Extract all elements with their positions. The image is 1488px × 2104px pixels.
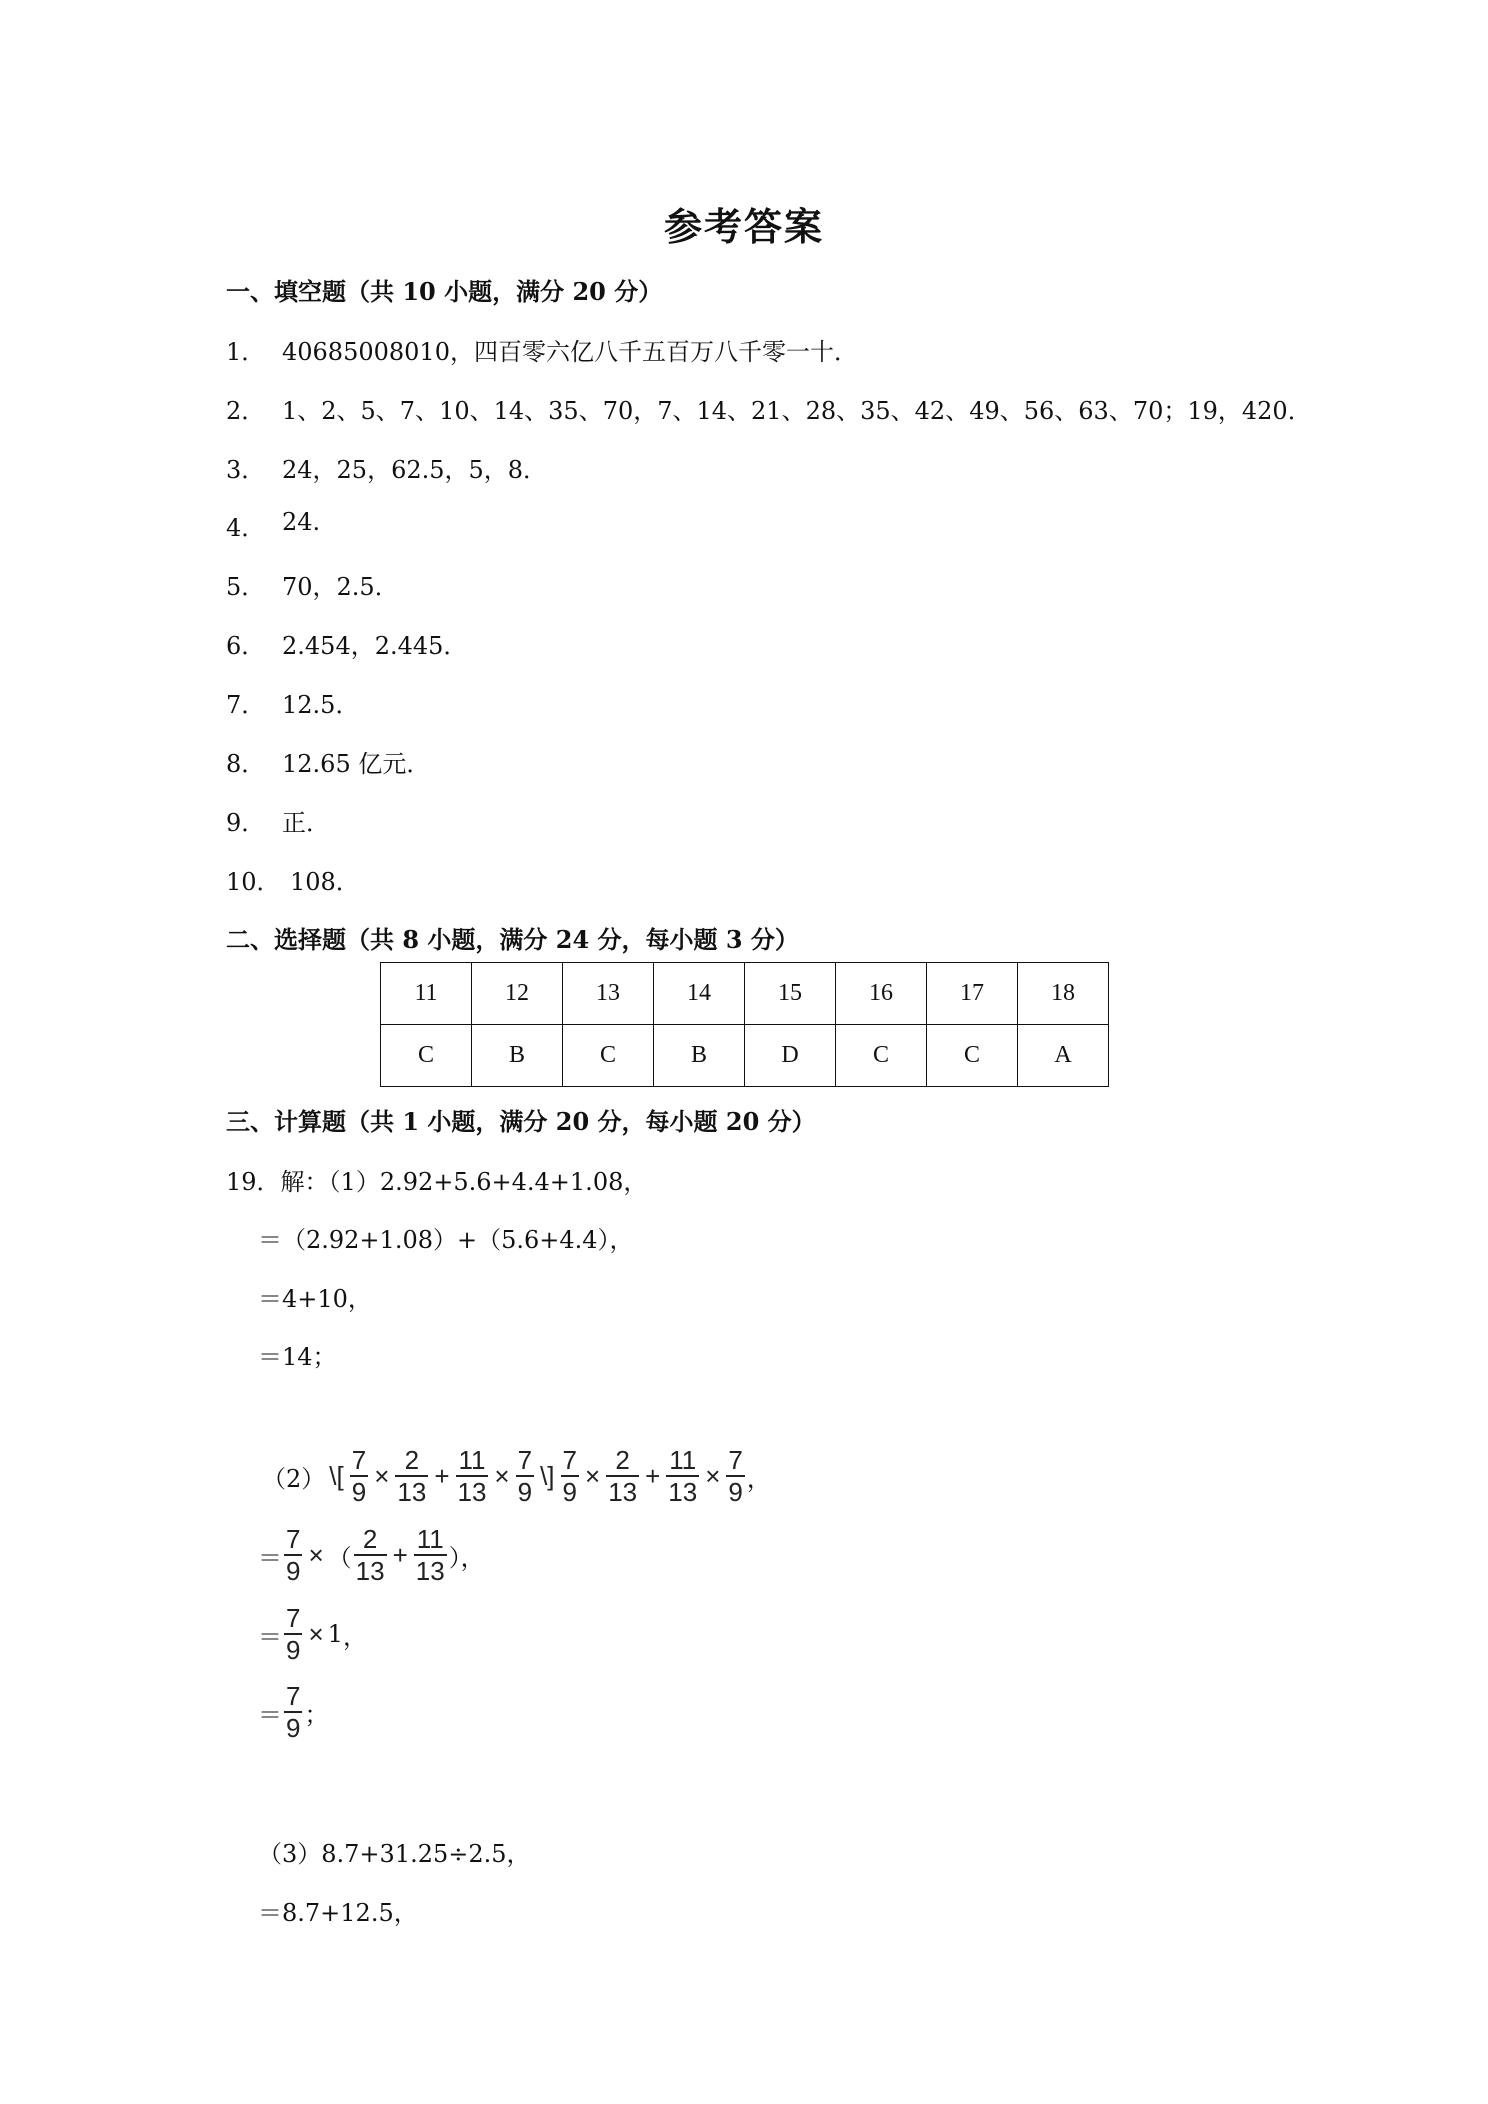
item-number: 3． — [226, 456, 266, 484]
table-cell-answer: C — [381, 1025, 472, 1087]
numerator: 7 — [286, 1603, 301, 1633]
denominator: 9 — [728, 1477, 743, 1507]
solution-line — [226, 1162, 647, 1197]
solution-line: （3）8.7+31.25÷2.5， — [258, 1840, 531, 1868]
table-cell-answer: B — [654, 1025, 745, 1087]
item-number: 8． — [226, 750, 266, 778]
solution-line: ＝14； — [258, 1343, 337, 1371]
table-cell-question: 12 — [472, 963, 563, 1025]
numerator: 2 — [606, 1445, 639, 1477]
math-expression — [262, 1445, 771, 1507]
fraction — [284, 1603, 302, 1665]
equals-sign: ＝ — [258, 1700, 282, 1729]
latex-residue: \] — [540, 1460, 555, 1491]
number-one: 1 — [327, 1620, 343, 1648]
solution-line: ＝（2.92+1.08）+（5.6+4.4）， — [258, 1226, 634, 1254]
item-number: 6． — [226, 632, 266, 660]
denominator: 9 — [562, 1477, 577, 1507]
denominator: 13 — [608, 1477, 638, 1507]
table-cell-answer: C — [563, 1025, 654, 1087]
plus-sign: + — [434, 1460, 450, 1491]
plus-sign: + — [645, 1460, 661, 1491]
punctuation: ， — [342, 1622, 367, 1651]
times-sign: × — [705, 1460, 721, 1491]
numerator: 7 — [728, 1445, 743, 1475]
denominator: 13 — [457, 1477, 487, 1507]
table-cell-answer: D — [745, 1025, 836, 1087]
table-cell-question: 11 — [381, 963, 472, 1025]
denominator: 9 — [286, 1556, 301, 1586]
table-row — [381, 1025, 1109, 1087]
item-number: 5． — [226, 573, 266, 601]
fraction — [350, 1445, 368, 1507]
table-cell-question: 15 — [745, 963, 836, 1025]
fraction — [606, 1445, 639, 1507]
table-cell-question: 13 — [563, 963, 654, 1025]
punctuation: ； — [304, 1700, 329, 1729]
denominator: 13 — [668, 1477, 698, 1507]
section-heading-calculation: 三、计算题（共 1 小题，满分 20 分，每小题 20 分） — [226, 1107, 816, 1136]
item-answer: 108． — [290, 868, 360, 896]
question-label: 19．解： — [226, 1168, 329, 1196]
times-sign: × — [308, 1539, 324, 1570]
math-expression — [258, 1681, 328, 1743]
numerator: 11 — [456, 1445, 489, 1477]
numerator: 2 — [354, 1524, 387, 1556]
table-cell-question: 17 — [927, 963, 1018, 1025]
equals-sign: ＝ — [258, 1543, 282, 1572]
item-answer: 12.65 亿元． — [282, 750, 431, 778]
latex-residue: \[ — [329, 1460, 344, 1491]
numerator: 7 — [286, 1681, 301, 1711]
math-expression — [258, 1603, 367, 1665]
table-row — [381, 963, 1109, 1025]
item-answer: 1、2、5、7、10、14、35、70，7、14、21、28、35、42、49、56、63、70；19，420． — [282, 397, 1312, 425]
table-cell-answer: A — [1018, 1025, 1109, 1087]
numerator: 7 — [286, 1524, 301, 1554]
item-number: 7． — [226, 691, 266, 719]
plus-sign: + — [392, 1539, 408, 1570]
section-heading-fill-blank: 一、填空题（共 10 小题，满分 20 分） — [226, 277, 663, 306]
denominator: 9 — [286, 1635, 301, 1665]
item-answer: 24. — [282, 508, 321, 536]
fraction — [354, 1524, 387, 1586]
solution-line: ＝8.7+12.5， — [258, 1899, 418, 1927]
times-sign: × — [585, 1460, 601, 1491]
times-sign: × — [308, 1618, 324, 1649]
denominator: 9 — [517, 1477, 533, 1507]
table-cell-answer: C — [927, 1025, 1018, 1087]
denominator: 9 — [286, 1713, 301, 1743]
table-cell-answer: B — [472, 1025, 563, 1087]
section-heading-choice: 二、选择题（共 8 小题，满分 24 分，每小题 3 分） — [226, 925, 799, 954]
table-cell-question: 18 — [1018, 963, 1109, 1025]
fraction — [414, 1524, 447, 1586]
fraction — [726, 1445, 744, 1507]
denominator: 13 — [355, 1556, 385, 1586]
equals-sign: ＝ — [258, 1622, 282, 1651]
table-cell-question: 14 — [654, 963, 745, 1025]
fraction — [284, 1681, 302, 1743]
item-number: 9． — [226, 809, 266, 837]
page-title: 参考答案 — [663, 204, 824, 249]
item-answer: 12.5． — [282, 691, 360, 719]
fraction — [666, 1445, 699, 1507]
paren-close: ）， — [448, 1543, 485, 1572]
table-cell-question: 16 — [836, 963, 927, 1025]
denominator: 13 — [397, 1477, 427, 1507]
denominator: 13 — [415, 1556, 445, 1586]
answer-table — [380, 962, 1109, 1087]
denominator: 9 — [351, 1477, 367, 1507]
punctuation: ， — [746, 1464, 771, 1493]
paren-open: （ — [327, 1543, 352, 1572]
table-cell-answer: C — [836, 1025, 927, 1087]
item-number: 2． — [226, 397, 266, 425]
fraction — [395, 1445, 428, 1507]
fraction — [456, 1445, 489, 1507]
times-sign: × — [494, 1460, 510, 1491]
item-answer: 2.454，2.445． — [282, 632, 468, 660]
fraction — [561, 1445, 579, 1507]
item-answer: 40685008010，四百零六亿八千五百万八千零一十． — [282, 338, 858, 366]
item-answer: 70，2.5． — [282, 573, 399, 601]
item-number: 10． — [226, 868, 281, 896]
numerator: 7 — [562, 1445, 577, 1475]
times-sign: × — [374, 1460, 390, 1491]
numerator: 11 — [414, 1524, 447, 1556]
math-expression — [258, 1524, 485, 1586]
part-label: （2） — [262, 1464, 326, 1493]
item-answer: 正． — [282, 809, 330, 837]
solution-line: ＝4+10， — [258, 1285, 372, 1313]
item-number: 4． — [226, 514, 266, 542]
numerator: 7 — [351, 1445, 367, 1475]
expression: （1）2.92+5.6+4.4+1.08， — [328, 1168, 648, 1196]
numerator: 7 — [517, 1445, 533, 1475]
fraction — [516, 1445, 534, 1507]
numerator: 11 — [666, 1445, 699, 1477]
item-answer: 24，25，62.5，5，8． — [282, 456, 548, 484]
item-number: 1． — [226, 338, 266, 366]
fraction — [284, 1524, 302, 1586]
numerator: 2 — [395, 1445, 428, 1477]
